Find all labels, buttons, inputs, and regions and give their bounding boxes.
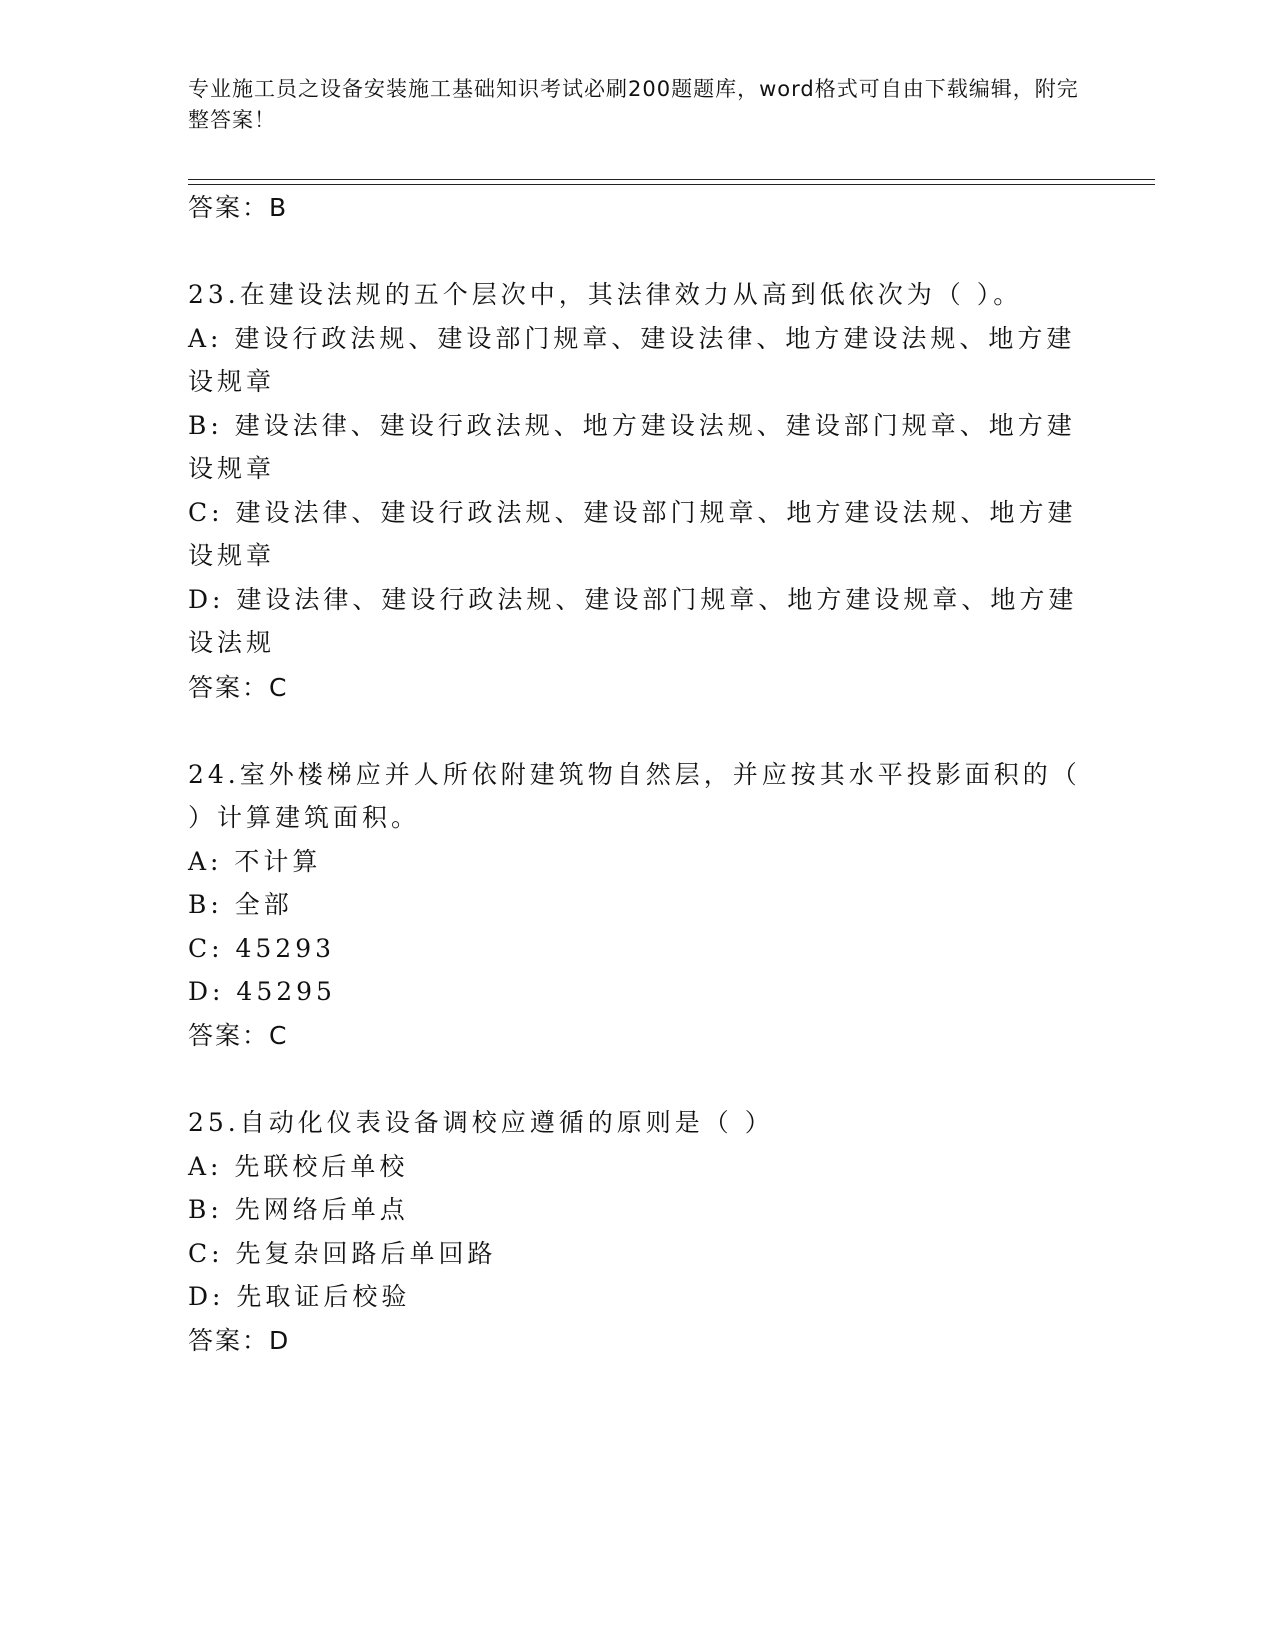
question-25-stem: 25.自动化仪表设备调校应遵循的原则是（ ） — [188, 1108, 774, 1137]
question-24-answer: 答案：C — [188, 1021, 289, 1050]
header-divider-bottom — [188, 184, 1155, 185]
previous-answer: 答案：B — [188, 193, 289, 222]
question-24-stem-cont: ）计算建筑面积。 — [188, 803, 421, 832]
question-24-option-c: C: 45293 — [188, 934, 336, 963]
question-24-option-d: D: 45295 — [188, 977, 336, 1006]
question-25-option-c: C: 先复杂回路后单回路 — [188, 1239, 497, 1268]
header-divider-top — [188, 179, 1155, 180]
question-23-option-d: D: 建设法律、建设行政法规、建设部门规章、地方建设规章、地方建 — [188, 585, 1078, 614]
question-24-stem: 24.室外楼梯应并人所依附建筑物自然层，并应按其水平投影面积的（ — [188, 760, 1081, 789]
question-23-stem: 23.在建设法规的五个层次中，其法律效力从高到低依次为（ ）。 — [188, 280, 1023, 309]
question-25-option-d: D: 先取证后校验 — [188, 1282, 411, 1311]
document-header: 专业施工员之设备安装施工基础知识考试必刷200题题库，word格式可自由下载编辑，附完整答案！ — [188, 77, 1079, 132]
question-23-option-c-cont: 设规章 — [188, 541, 276, 570]
question-24-option-b: B: 全部 — [188, 890, 293, 919]
question-23-option-a-cont: 设规章 — [188, 367, 276, 396]
question-25-option-a: A: 先联校后单校 — [188, 1152, 409, 1181]
question-23-option-d-cont: 设法规 — [188, 628, 276, 657]
question-23-option-b: B: 建设法律、建设行政法规、地方建设法规、建设部门规章、地方建 — [188, 411, 1076, 440]
question-23-option-a: A: 建设行政法规、建设部门规章、建设法律、地方建设法规、地方建 — [188, 324, 1076, 353]
question-23-option-b-cont: 设规章 — [188, 454, 276, 483]
question-25-answer: 答案：D — [188, 1326, 291, 1355]
question-24-option-a: A: 不计算 — [188, 847, 322, 876]
question-23-answer: 答案：C — [188, 673, 289, 702]
question-25-option-b: B: 先网络后单点 — [188, 1195, 409, 1224]
question-23-option-c: C: 建设法律、建设行政法规、建设部门规章、地方建设法规、地方建 — [188, 498, 1077, 527]
